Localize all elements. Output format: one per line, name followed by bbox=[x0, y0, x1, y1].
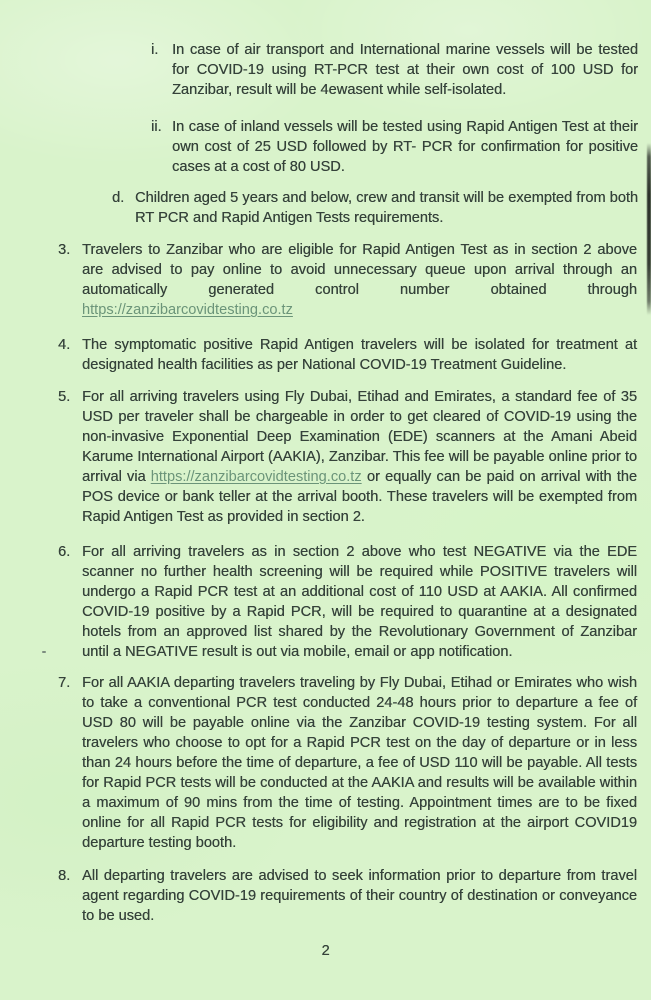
item-3-marker: 3. bbox=[58, 242, 71, 258]
item-7 bbox=[0, 673, 651, 853]
item-8 bbox=[0, 866, 651, 926]
item-8-text: All departing travelers are advised to seek information prior to departure from travel agent regarding COVID-19 requirements of their country of destination or conveyance to be used. bbox=[82, 868, 637, 924]
covid-testing-link[interactable]: https://zanzibarcovidtesting.co.tz bbox=[150, 469, 362, 485]
sub-item-d bbox=[0, 188, 651, 228]
item-5-marker: 5. bbox=[58, 389, 71, 405]
covid-testing-link[interactable]: https://zanzibarcovidtesting.co.tz bbox=[82, 302, 293, 318]
scan-speck-artifact bbox=[42, 651, 46, 653]
item-5-text-after: or equally can be paid on arrival with the POS device or bank teller at the arrival booth. These travelers will be exempted from Rapid Antigen Test as provided in section 2. bbox=[82, 469, 638, 525]
sub-item-ii-text: In case of inland vessels will be tested using Rapid Antigen Test at their own cost of 25 USD followed by RT- PCR for confirmation for positive cases at a cost of 80 USD. bbox=[172, 119, 638, 175]
item-5-text-before: For all arriving travelers using Fly Dubai, Etihad and Emirates, a standard fee of 35 USD per traveler shall be chargeable in order to get cleared of COVID-19 using the non-invasive Exponential Deep Examination (EDE) scanners at the Amani Abeid Karume International Airport (AAKIA), Zanzibar. This fee will be payable online prior to arrival via bbox=[82, 389, 637, 485]
item-6-text: For all arriving travelers as in section 2 above who test NEGATIVE via the EDE scanner no further health screening will be required while POSITIVE travelers will undergo a Rapid PCR test at an additional cost of 110 USD at AAKIA. All confirmed COVID-19 positive by a Rapid PCR, will be required to quarantine at a designated hotels from an approved list shared by the Revolutionary Government of Zanzibar until a NEGATIVE result is out via mobile, email or app notification. bbox=[82, 544, 637, 660]
sub-item-i bbox=[0, 40, 651, 100]
item-4-text: The symptomatic positive Rapid Antigen travelers will be isolated for treatment at designated health facilities as per National COVID-19 Treatment Guideline. bbox=[82, 337, 637, 373]
scan-edge-artifact bbox=[647, 143, 651, 315]
item-7-text: For all AAKIA departing travelers traveling by Fly Dubai, Etihad or Emirates who wish to take a conventional PCR test conducted 24-48 hours prior to departure a fee of USD 80 will be payable online via the Zanzibar COVID-19 testing system. For all travelers who choose to opt for a Rapid PCR test on the day of departure or in less than 24 hours before the time of departure, a fee of USD 110 will be payable. All tests for Rapid PCR tests will be conducted at the AAKIA and results will be available within a maximum of 90 mins from the time of testing. Appointment times are to be fixed online for all Rapid PCR tests for eligibility and registration at the airport COVID19 departure testing booth. bbox=[82, 675, 637, 851]
item-3-text bbox=[82, 240, 637, 320]
item-8-marker: 8. bbox=[58, 868, 71, 884]
item-3 bbox=[0, 240, 651, 320]
sub-item-d-marker: d. bbox=[112, 190, 125, 206]
sub-item-i-marker: i. bbox=[151, 42, 159, 58]
item-6-marker: 6. bbox=[58, 544, 71, 560]
sub-item-i-text: In case of air transport and International marine vessels will be tested for COVID-19 using RT-PCR test at their own cost of 100 USD for Zanzibar, result will be 4ewasent while self-isolated. bbox=[172, 42, 638, 98]
sub-item-ii-marker: ii. bbox=[151, 119, 162, 135]
item-6 bbox=[0, 542, 651, 662]
item-5-text bbox=[82, 387, 637, 527]
sub-item-ii bbox=[0, 117, 651, 177]
item-7-marker: 7. bbox=[58, 675, 71, 691]
item-4-marker: 4. bbox=[58, 337, 71, 353]
sub-item-d-text: Children aged 5 years and below, crew and transit will be exempted from both RT PCR and Rapid Antigen Tests requirements. bbox=[135, 190, 638, 226]
item-4 bbox=[0, 335, 651, 375]
item-5 bbox=[0, 387, 651, 527]
item-3-text-before: Travelers to Zanzibar who are eligible for Rapid Antigen Test as in section 2 above are advised to pay online to avoid unnecessary queue upon arrival through an automatically generated control number obtained through bbox=[82, 242, 637, 298]
page-number: 2 bbox=[321, 943, 330, 959]
